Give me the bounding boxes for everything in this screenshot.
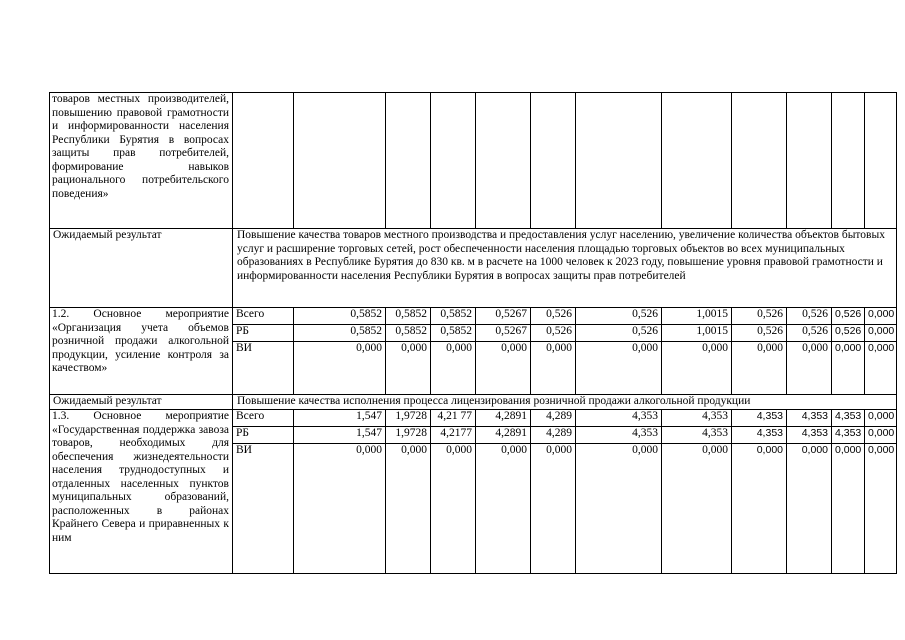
expected-result-row xyxy=(50,395,897,410)
funding-source: РБ xyxy=(233,325,294,342)
expected-result-label: Ожидаемый результат xyxy=(50,229,233,308)
table-row: ВИ 0,000 0,000 0,000 0,000 0,000 0,000 0,000 0,000 0,000 0,000 0,000 xyxy=(50,444,897,574)
funding-source: Всего xyxy=(233,308,294,325)
table-row: ВИ 0,000 0,000 0,000 0,000 0,000 0,000 0,000 0,000 0,000 0,000 0,000 xyxy=(50,342,897,395)
funding-source: ВИ xyxy=(233,444,294,574)
continuation-row xyxy=(50,93,897,229)
funding-source: ВИ xyxy=(233,342,294,395)
expected-result-text: Повышение качества исполнения процесса лицензирования розничной продажи алкогольной продукции xyxy=(233,395,897,410)
funding-source: Всего xyxy=(233,410,294,427)
table-row: 1.3. Основное мероприятие «Государственная поддержка завоза товаров, необходимых для обеспечения жизнедеятельности населения труднодоступных и отдаленных населенных пунктов муниципальных образований, расположенных в районах Крайнего Севера и приравненных к ним Всего 1,547 1,9728 4,21 77 4,2891 4,289 4,353 4,353 4,353 4,353 4,353 0,000 xyxy=(50,410,897,427)
table-row: 1.2. Основное мероприятие «Организация учета объемов розничной продажи алкогольной продукции, усиление контроля за качеством» Всего 0,5852 0,5852 0,5852 0,5267 0,526 0,526 1,0015 0,526 0,526 0,526 0,000 xyxy=(50,308,897,325)
table-row: РБ 1,547 1,9728 4,2177 4,2891 4,289 4,353 4,353 4,353 4,353 4,353 0,000 xyxy=(50,427,897,444)
activity-1-2-description: 1.2. Основное мероприятие «Организация учета объемов розничной продажи алкогольной продукции, усиление контроля за качеством» xyxy=(50,308,233,395)
expected-result-text: Повышение качества товаров местного производства и предоставления услуг населению, увеличение количества объектов бытовых услуг и расширение торговых сетей, рост обеспеченности населения площадью торговых объектов во всех муниципальных образованиях в Республике Бурятия до 830 кв. м в расчете на 1000 человек к 2023 году, повышение уровня правовой грамотности и информированности населения Республики Бурятия в вопросах защиты прав потребителей xyxy=(233,229,897,308)
activity-1-3-description: 1.3. Основное мероприятие «Государственная поддержка завоза товаров, необходимых для обеспечения жизнедеятельности населения труднодоступных и отдаленных населенных пунктов муниципальных образований, расположенных в районах Крайнего Севера и приравненных к ним xyxy=(50,410,233,574)
program-table xyxy=(49,92,897,574)
funding-source: РБ xyxy=(233,427,294,444)
activity-description-cont: товаров местных производителей, повышению правовой грамотности и информированности населения Республики Бурятия в вопросах защиты прав потребителей, формирование навыков рационального потребительского поведения» xyxy=(50,93,233,229)
expected-result-label: Ожидаемый результат xyxy=(50,395,233,410)
table-row: РБ 0,5852 0,5852 0,5852 0,5267 0,526 0,526 1,0015 0,526 0,526 0,526 0,000 xyxy=(50,325,897,342)
expected-result-row xyxy=(50,229,897,308)
